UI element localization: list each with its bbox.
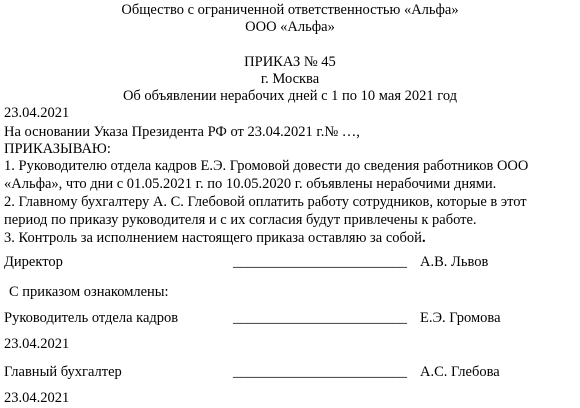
order-subject: Об объявлении нерабочих дней с 1 по 10 мая 2021 год: [122, 88, 458, 104]
chief-accountant-role: Главный бухгалтер: [4, 364, 122, 380]
order-title: ПРИКАЗ № 45: [244, 54, 336, 70]
hr-head-name: Е.Э. Громова: [420, 310, 501, 326]
director-signature-line: ________________________: [233, 254, 407, 270]
order-basis: На основании Указа Президента РФ от 23.04.2021 г.№ …,: [4, 124, 360, 140]
order-item-3-text: 3. Контроль за исполнением настоящего приказа оставляю за собой: [4, 230, 422, 246]
order-item-2-line-1: 2. Главному бухгалтеру А. С. Глебовой оплатить работу сотрудников, которые в этот: [4, 194, 527, 210]
hr-head-signature-line: ________________________: [233, 310, 407, 326]
order-item-1-line-2: «Альфа», что дни с 01.05.2021 г. по 10.05.2020 г. объявлены нерабочими днями.: [4, 176, 497, 192]
order-city: г. Москва: [260, 71, 320, 87]
org-full-name: Общество с ограниченной ответственностью «Альфа»: [121, 2, 459, 18]
org-short-name: ООО «Альфа»: [245, 19, 335, 35]
chief-accountant-signature-row: [0, 364, 580, 381]
director-name: А.В. Львов: [420, 254, 489, 270]
director-role: Директор: [4, 254, 63, 270]
hr-head-date: 23.04.2021: [4, 336, 70, 352]
order-item-1-line-1: 1. Руководителю отдела кадров Е.Э. Громовой довести до сведения работников ООО: [4, 158, 529, 174]
order-item-3-period: .: [421, 230, 426, 246]
hr-head-signature-row: [0, 310, 580, 327]
director-signature-row: [0, 254, 580, 271]
chief-accountant-name: А.С. Глебова: [420, 364, 500, 380]
hr-head-role: Руководитель отдела кадров: [4, 310, 179, 326]
chief-accountant-date: 23.04.2021: [4, 390, 70, 406]
order-item-2-line-2: период по приказу руководителя и с их согласия будут привлечены к работе.: [4, 212, 477, 228]
order-word: ПРИКАЗЫВАЮ:: [4, 141, 111, 157]
order-item-3: [4, 230, 426, 247]
acknowledged-label: С приказом ознакомлены:: [9, 284, 169, 300]
chief-accountant-signature-line: ________________________: [233, 364, 407, 380]
order-date: 23.04.2021: [4, 105, 70, 121]
